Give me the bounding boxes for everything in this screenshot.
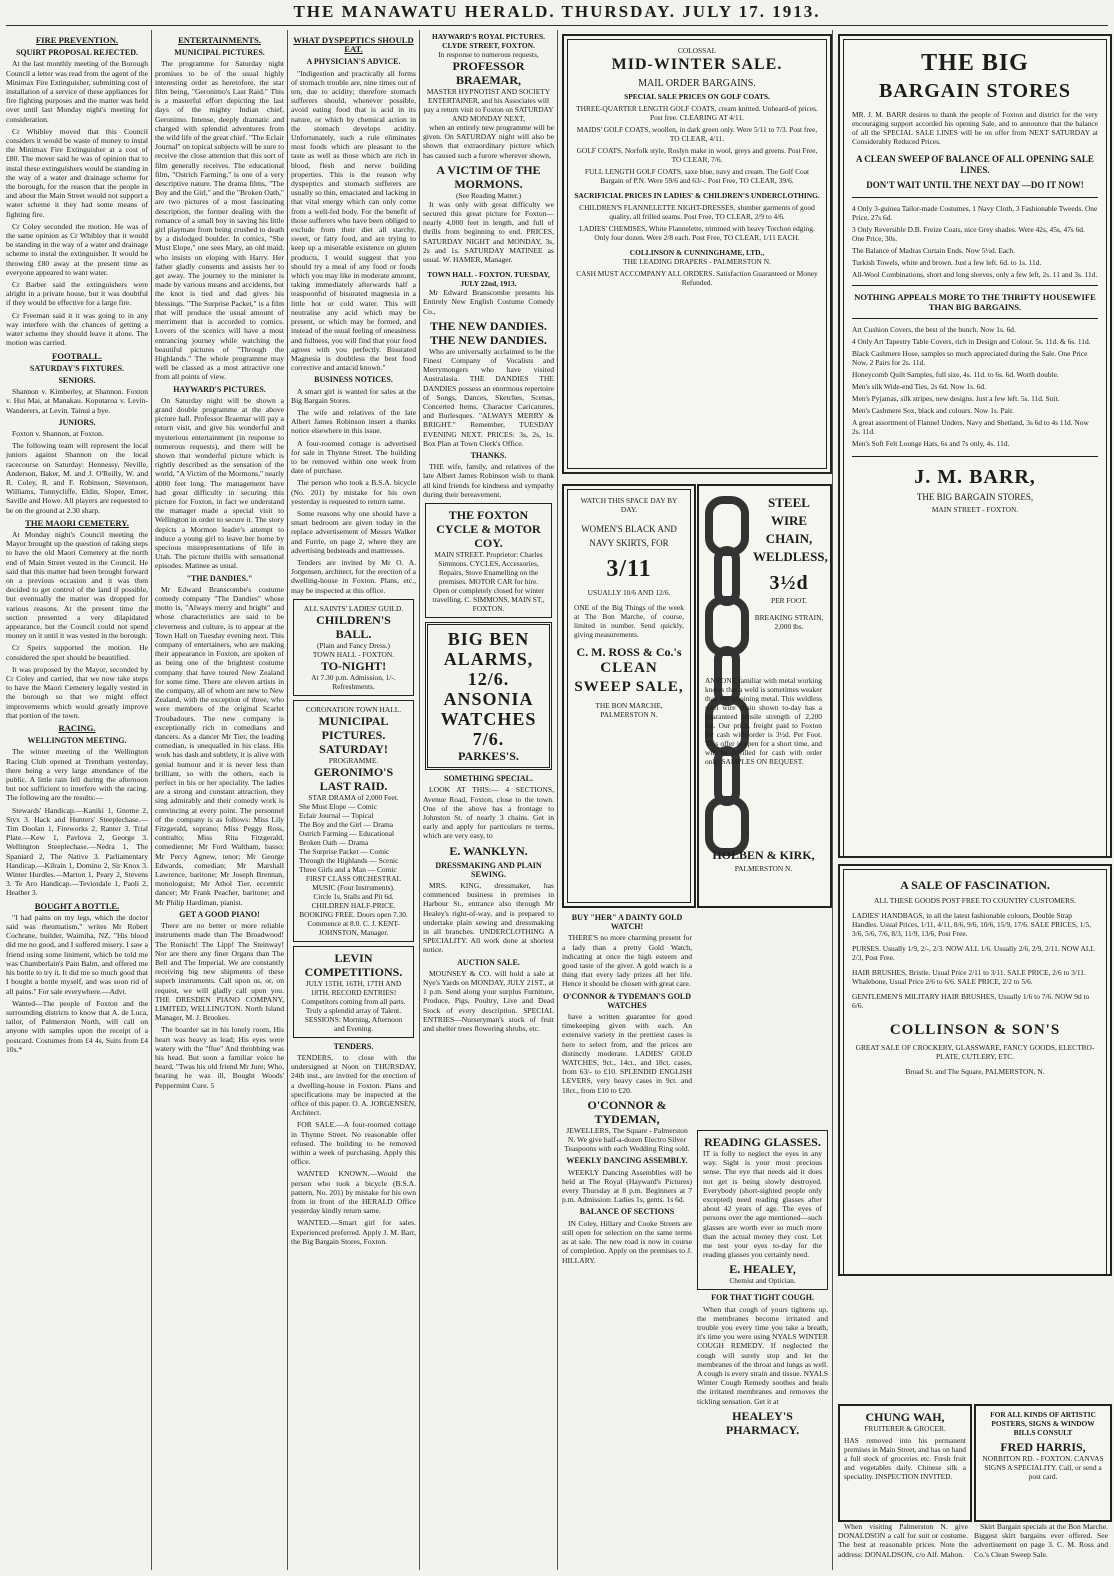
- ad-inner: [567, 489, 691, 903]
- ad-title: GERONIMO'S LAST RAID.: [313, 764, 394, 793]
- ad-item: All-Wool Combinations, short and long sleeves, only a few left, 2s. 11 and 3s. 11d.: [852, 270, 1098, 279]
- fred-harris-ad: [974, 1404, 1112, 1522]
- ad-body: MR. J. M. BARR desires to thank the people of Foxton and district for the very encouraging support accorded his opening Sale, and to announce that the balance of all the SPECIAL SALE LINES will be on offer from NEXT SATURDAY at Considerably Reduced Prices.: [852, 110, 1098, 146]
- article-subheading: JUNIORS.: [58, 417, 96, 427]
- fascination-sale-ad: [838, 864, 1112, 1276]
- article-paragraph: Mr Edward Branscombe's costume comedy company "The Dandies" whose motto is, "Always merry and bright" and whose characteristics are said to be cleverness and culture, is to appear at the Town Hall on Tuesday evening next. This company of entertainers, who are making their appearance in Foxton, are spoken of as being one of the brightest costume company that have toured New Zealand for some time. There are eleven artists in the company, all of whom are new to New Zealand, with the exception of three, who were members of the original Scarlet Troubadours. The new company is exceptionally rich in comedians and dancers. As a dancer Mr Tier, the leading comedian, is unequalled in his class. His work has dash and subtlety, it is alive with genial humour and it is never less than brilliant, so with the others, each is perfect in his or her speciality. The ladies are a strong and constant attraction, they sing admirably and their comedy work is convincing at every point. The personnel of the company is as follows: Miss Lily Fitzgerald, soprano; Miss Peggy Ross, contralto; Miss Rita Fitzgerald, comedienne; Mr Ford Waltham, basso; Mr Percy Agnew, tenor; Mr George Edwards, comedian; Mr Marshall Lawrence, baritone; Mr Joseph Brennan, monologuist; Mr Athol Tier, eccentric dancer; Mr Frank Peacher, baritone; and Mr Philip Hardiman, pianist.: [155, 584, 284, 907]
- ad-line: ALL THESE GOODS POST FREE TO COUNTRY CUSTOMERS.: [873, 896, 1077, 905]
- ad-item: LADIES' CHEMISES, White Flannelette, trimmed with heavy Torchon edging. Only four dozen. Were 2/8 each. Post Free, TO CLEAR, 1/11 EACH.: [579, 224, 815, 242]
- article-paragraph: "I had pains on my legs, which the doctor said was rheumatism," writes Mr Robert Cochrane, builder, Waimiha, NZ. "His blood did me no good, and I suffered misery. I saw a friend using some liniment, which he told me was Chamberlain's Pain Balm, and offered me his bottle to try it. It did me so much good that I bought a bottle myself, and was soon rid of all pains." For sale everywhere.—Advt.: [6, 912, 148, 996]
- notice-paragraph: When visiting Palmerston N. give DONALDSON a call for suit or costume. The best at reasonable prices. Note the address: DONALDSON, c/o Alf. Mahon.: [838, 1522, 968, 1559]
- ad-item: Men's Soft Felt Lounge Hats, 6s and 7s only, 4s. 11d.: [852, 439, 1010, 448]
- notice-paragraph: WANTED KNOWN.—Would the person who took a bicycle (B.S.A. pattern, No. 201) by mistake for his own from in front of the HERALD Office yesterday kindly return same.: [291, 1169, 416, 1216]
- ad-title: TO-NIGHT!: [320, 658, 387, 673]
- ad-line: TOWN HALL - FOXTON. TUESDAY, JULY 22nd, 1913.: [427, 270, 550, 289]
- film-item: Ostrich Farming — Educational: [299, 828, 395, 838]
- article-paragraph: IN Coley, Hillary and Cooke Streets are still open for selection on the same terms as at sale. The new road is now in course of completion. Apply on the premises to J. HILLARY.: [562, 1218, 692, 1265]
- film-item: The Boy and the Girl — Drama: [299, 819, 393, 829]
- article-subheading: THANKS.: [470, 451, 507, 461]
- bon-marche-skirts-ad: [562, 484, 696, 908]
- ad-line: HAYWARD'S ROYAL PICTURES. CLYDE STREET, FOXTON.: [431, 32, 545, 50]
- article-subheading: SATURDAY'S FIXTURES.: [29, 363, 125, 373]
- notice-paragraph: TENDERS, to close with the undersigned at Noon on THURSDAY, 24th inst., are invited for the erection of a dwelling-house in Foxton. Plans and specifications may be inspected at the office of this paper. O. A. JORGENSEN, Architect.: [291, 1052, 416, 1118]
- ad-item: THREE-QUARTER LENGTH GOLF COATS, cream knitted. Unheard-of prices. Post free. CLEARING AT 4/11.: [576, 104, 818, 122]
- ad-item: Men's silk Wide-end Ties, 2s 6d. Now 1s. 6d.: [852, 382, 986, 391]
- ad-title: O'CONNOR & TYDEMAN,: [587, 1097, 667, 1126]
- ad-title: C. M. ROSS & Co.'s: [576, 645, 682, 659]
- column-divider: [287, 30, 288, 1570]
- ad-title: CLEAN SWEEP SALE,: [574, 660, 684, 695]
- column-1: [6, 32, 148, 1568]
- notice-paragraph: Tenders are invited by Mr O. A. Jorgensen, architect, for the erection of a dwelling-house in Foxton. Plans, etc., may be inspected at this office.: [291, 557, 416, 595]
- ad-line: Circle 1s, Stalls and Pit 6d. CHILDREN HALF-PRICE. BOOKING FREE. Doors open 7.30. Commence at 8.0. C. J. KENT-JOHNSTON, Manager.: [299, 891, 408, 937]
- article-subheading: DRESSMAKING AND PLAIN SEWING.: [435, 860, 542, 879]
- midwinter-sale-ad: [562, 34, 832, 474]
- article-paragraph: Cr Barber said the extinguishers were alright in a private house, but it was doubtful if they would be effective for a large fire.: [6, 280, 148, 308]
- ad-line: STAR DRAMA of 2,000 Feet.: [308, 792, 399, 802]
- article-paragraph: Cr Whibley moved that this Council considers it would be waste of money to instal the Minimax Fire Extinguisher at a cost of £80. The mover said he was of opinion that to instal these extinguishers would be standing in the way of a water and drainage scheme for the borough, for the reason that the people in and about the Main Street would not support a water scheme it they had some means of fighting fire.: [6, 126, 148, 219]
- parkes-alarms-ad: [425, 622, 552, 770]
- ad-item: LADIES' HANDBAGS, in all the latest fashionable colours, Double Strap Handles. Usual Prices, 1/11, 4/11, 8/6, 9/6, 10/6, 15/9, 17/6. SALE PRICES, 1/5, 3/6, 5/6, 7/6, 8/3, 11/9, 13/6, Post Free.: [852, 911, 1092, 938]
- ad-title: HEALEY'S PHARMACY.: [725, 1408, 800, 1437]
- article-paragraph: It was proposed by the Mayor, seconded by Cr Coley and carried, that we now take steps to have the Maori Cemetery legally vested in the borough so that we might effect improvements which would greatly improve that portion of the town.: [6, 664, 148, 720]
- ad-title: THE FOXTON CYCLE & MOTOR COY.: [436, 508, 541, 551]
- ad-item: 3 Only Reversible D.B. Freize Coats, nice Grey shades. Were 42s, 45s, 47s 6d. One Price, 30s.: [852, 225, 1085, 243]
- ad-line: MAIL ORDER BARGAINS.: [638, 78, 756, 89]
- column-divider: [151, 30, 152, 1570]
- ad-item: 4 Only Art Tapestry Table Covers, rich in Design and Colour. 5s. 11d. & 6s. 11d.: [852, 337, 1091, 346]
- article-paragraph: Stewards' Handicap.—Kaniki 1, Gnome 2, Styx 3. Hack and Hunters' Steeplechase.—Tim Doolan 1, Fireworks 2, Ranter 3. Trial Plate.—Kew 1, Pavlova 2, George 3. Wellington Steeplechase.—Nedra 1, The Spaniard 2, The Native 3. Parliamentary Handicap.—Kilrain 1, Domino 2, Sir Knox 3. Winter Hurdles.—Marton 1, Peary 2, Stevens 3. Te Aro Handicap.—Teviotdale 1, Paoli 2, Heather 3.: [6, 805, 148, 898]
- article-paragraph: The following team will represent the local juniors against Shannon on the local racecourse on Saturday: Hennessy, Neville, Anderson, Baker, M. and J. O'Reilly, W. and R. Coley, R. and F. Robinson, Stevenson, Williams, Tunnycliffe, Eldin, Sloper, Emer, Saville and Howe. All players are requested to be on the ground at 2.30 sharp.: [6, 441, 148, 515]
- article-paragraph: have a written guarantee for good timekeeping given with each. An extensive variety in the prettiest cases is here to select from, and the prices are distinctly moderate. LADIES' GOLD WATCHES, 9ct., 14ct., and 18ct. cases, from 63/- to £10. SPLENDID ENGLISH LEVERS, very heavy cases in 9ct. and 18ct., from £10 to £20.: [562, 1012, 692, 1095]
- reading-glasses-ad: [697, 1130, 828, 1290]
- ad-line: JULY 15TH, 16TH, 17TH AND 18TH. RECORD ENTRIES! Competitors coming from all parts. Truly a splendid array of Talent. SESSIONS: Morning, Afternoon and Evening.: [301, 978, 406, 1033]
- ad-inner: [567, 39, 827, 469]
- film-item: Through the Highlands — Scenic: [299, 855, 399, 865]
- ad-inner: [843, 869, 1107, 1275]
- notice-paragraph: The person who took a B.S.A. bicycle (No. 201) by mistake for his own yesterday is requested to return same.: [291, 478, 416, 506]
- column-5-lower: [562, 910, 692, 1568]
- article-paragraph: THE wife, family, and relatives of the late Albert James Robinson wish to thank all kind friends for kindness and sympathy during their bereavement.: [423, 462, 554, 499]
- notice-paragraph: A four-roomed cottage is advertised for sale in Thynne Street. The building to be removed within one week from date of purchase.: [291, 438, 416, 476]
- ad-line: CORONATION TOWN HALL.: [305, 704, 402, 714]
- ad-line: PROGRAMME.: [328, 755, 379, 765]
- ad-item: PURSES. Usually 1/9, 2/-, 2/3. NOW ALL 1/6. Usually 2/6, 2/9, 2/11. NOW ALL 2/3, Post Free.: [852, 944, 1095, 962]
- ad-title: MUNICIPAL PICTURES. SATURDAY!: [318, 713, 389, 756]
- ad-line: COLOSSAL: [677, 46, 717, 55]
- childrens-ball-ad: [293, 599, 414, 696]
- ad-title: FRED HARRIS,: [1000, 1440, 1086, 1454]
- ad-item: FULL LENGTH GOLF COATS, saxe blue, navy and cream. The Golf Coat Bargain of P.N. Were 59/6 and 63/-. Post Free, TO CLEAR, 39/6.: [584, 167, 810, 185]
- masthead-rule: [6, 25, 1108, 26]
- article-subheading: FOR THAT TIGHT COUGH.: [711, 1293, 814, 1303]
- film-item: Eclair Journal — Topical: [299, 810, 374, 820]
- film-item: She Must Elope — Comic: [299, 801, 378, 811]
- ad-line: PER FOOT.: [771, 596, 807, 605]
- ad-title: LEVIN COMPETITIONS.: [304, 950, 403, 979]
- ad-item: Honeycomb Quilt Samples, full size, 4s. 11d. to 6s. 6d. Worth double.: [852, 370, 1059, 379]
- ad-price: 7/6.: [472, 729, 505, 750]
- notice-paragraph: Some reasons why one should have a smart bedroom are given today in the replace advertisement of Messrs Walker and Furrie, on page 2, where they are advertising bedsteads and mattresses.: [291, 508, 416, 555]
- notice-paragraph: MOUNSEY & CO. will hold a sale at Nye's Yards on MONDAY, JULY 21ST., at 1 p.m. Send along your surplus Furniture, Produce, Pigs, Poultry, Live and Dead Stock of every description. SPECIAL ENTRIES—Nurseryman's stock of fruit and shelter trees flowering shrubs, etc.: [423, 968, 554, 1033]
- ad-title: MID-WINTER SALE.: [611, 56, 783, 73]
- ad-line: FOR ALL KINDS OF ARTISTIC POSTERS, SIGNS & WINDOW BILLS CONSULT: [990, 1410, 1096, 1437]
- column-2: [155, 32, 284, 1568]
- municipal-pictures-ad: [293, 700, 414, 942]
- film-list: [299, 802, 408, 874]
- article-paragraph: Who are universally acclaimed to be the Finest Company of Vocalists and Merrymongers who have visited Australasia. THE DANDIES THE DANDIES possess an enormous repertoire of Songs, Dances, Sketches, Scenas, Concerted Items, Character Caricatures, and Burlesques. "ALWAYS MERRY & BRIGHT." Remember, TUESDAY EVENING NEXT. PRICES: 3s, 2s, 1s. Box Plan at Town Clerk's Office.: [423, 346, 554, 448]
- article-paragraph: THERE'S no more charming present for a lady than a pretty Gold Watch, indicating at once the high esteem and good taste of the giver. A gold watch is a thing that every lady prizes all her life. Hence it should be chosen with great care.: [562, 933, 692, 989]
- article-subheading: SOMETHING SPECIAL.: [444, 774, 533, 784]
- big-bargain-stores-ad: [838, 34, 1112, 858]
- ad-title: E. HEALEY,: [729, 1262, 796, 1277]
- article-subheading: HAYWARD'S PICTURES.: [173, 384, 266, 394]
- article-heading: FIRE PREVENTION.: [35, 35, 119, 45]
- steel-chain-ad: [697, 484, 832, 908]
- article-subheading: BUY "HER" A DAINTY GOLD WATCH!: [571, 913, 683, 932]
- ad-title: ANSONIA WATCHES: [440, 689, 537, 730]
- cycle-motor-ad: [425, 503, 552, 618]
- column-3: [291, 32, 416, 1568]
- ad-title: BARGAIN STORES: [878, 80, 1072, 102]
- ad-line: CASH MUST ACCOMPANY ALL ORDERS. Satisfaction Guaranteed or Money Refunded.: [576, 269, 818, 287]
- ad-item: Men's Cashmere Sox, black and colours. Now 1s. Pair.: [852, 406, 1014, 415]
- ad-title: THE BIG: [921, 50, 1029, 76]
- article-paragraph: Cr Coley seconded the motion. He was of the same opinion as Cr Whibley that it would be standing in the way of a water and drainage scheme to instal the extinguisher. It would be throwing £80 away at the present time as everyone appeared to want water.: [6, 221, 148, 277]
- ad-item: Art Cushion Covers, the best of the bunch. Now 1s. 6d.: [852, 325, 1016, 334]
- ad-title: A SALE OF FASCINATION.: [900, 878, 1050, 892]
- notice-paragraph: MRS. KING, dressmaker, has commenced business in premises in Harbour St., entrance also through Mr Healey's right-of-way, and is prepared to undertake plain sewing and dressmaking in all branches. UNDERCLOTHING A SPECIALITY. All work done at shortest notice.: [423, 880, 554, 955]
- ad-line: SACRIFICIAL PRICES IN LADIES' & CHILDREN'S UNDERCLOTHING.: [574, 191, 820, 200]
- article-subheading: SQUIRT PROPOSAL REJECTED.: [15, 48, 139, 58]
- article-paragraph: The boarder sat in his lonely room, His heart was heavy as lead; His eyes were watery with the "flue" And throbbing was his head. But soon a familiar voice he heard, "Twas his old friend Mr Jure; Who, hearing he was ill, Bought Woods' Peppermint Cure. 5: [155, 1025, 284, 1090]
- article-paragraph: WEEKLY Dancing Assemblies will be held at The Royal (Hayward's Pictures) every Thursday at 8 p.m. Beginners at 7 p.m. Admission: Ladies 1s, gents. 1s 6d.: [562, 1167, 692, 1205]
- ad-title: E. WANKLYN.: [449, 843, 528, 858]
- ad-title: PROFESSOR BRAEMAR,: [452, 59, 525, 87]
- ad-title: COLLINSON & SON'S: [889, 1022, 1061, 1038]
- ad-price: 3½d: [769, 572, 809, 594]
- article-paragraph: The winter meeting of the Wellington Racing Club opened at Trentham yesterday, there being a very large attendance of the public. A little rain fell during the afternoon but not sufficient to interfere with the racing. The following are the results:—: [6, 747, 148, 803]
- donaldson-notice: [838, 1522, 968, 1568]
- ad-title: PARKES'S.: [458, 749, 519, 764]
- article-paragraph: when an entirely new programme will be given. On SATURDAY night will also be shown that extraordinary picture which has caused such a furore wherever shown,: [423, 123, 554, 160]
- article-paragraph: Cr Freeman said it it was going to in any way interfere with the chances of getting a water scheme they should leave it alone. The motion was carried.: [6, 310, 148, 348]
- ad-item: CHILDREN'S FLANNELETTE NIGHT-DRESSES, slumber garments of good quality, all frilled seams. Post Free, TO CLEAR, 2/9 to 4/6.: [579, 203, 815, 221]
- article-paragraph: Wanted—The people of Foxton and the surrounding districts to know that A. de Luca, tailor, of Palmerston North, will call on anyone with samples upon the receipt of a postcard. Costumes from £4 4s, Suits from £4 10s.*: [6, 998, 148, 1054]
- ad-title: STEEL WIRE CHAIN, WELDLESS,: [753, 495, 828, 564]
- article-paragraph: The programme for Saturday night promises to be of the usual highly interesting order as heretofore, the star film being, "Geronimo's Last Raid." This is a masterful effort depicting the last days of the mighty Indian chief, Geronimo. Intense, deeply dramatic and charged with splendid adventures from the wild life of the great chief. "The Eclair Journal" on topical subjects will be sure to receive the close attention that this sort of film generally receives. The educational film, "Ostrich Farming," is one of a very descriptive nature. The drama films, "The Boy and the Girl," and the "Broken Oath," are two pictures of a most fascinating description, the former dealing with the romance of a small boy in saving his little girl playmate from being crushed to death by a dislodged boulder. In comics, "She Must Elope," one sees Mary, an old maid, who insists on eloping with Harry. Her father gladly consents and assists her to get away. The journey to the minister is made by various means and accidents, but the knot is tied and dad gives his blessings. "The Surprise Packet," is a film that will produce the usual amount of merriment that is accorded to comics. Lovers of the scenics will have a most entrancing journey while watching the beautiful pictures of "Through the Highlands." The whole programme may well be classed as a most attractive one from all points of view.: [155, 59, 284, 382]
- column-divider: [419, 30, 420, 1570]
- ad-line: USUALLY 10/6 AND 12/6.: [587, 588, 671, 597]
- ad-line: JEWELLERS, The Square - Palmerston N. We give half-a-dozen Electro Silver Teaspoons with each Wedding Ring sold.: [564, 1125, 690, 1154]
- ad-item: A great assortment of Flannel Unders, Navy and Shetland, 3s 6d to 4s 11d. Now 2s. 11d.: [852, 418, 1089, 436]
- ad-line: WOMEN'S BLACK AND NAVY SKIRTS, FOR: [581, 524, 677, 548]
- notice-paragraph: The wife and relatives of the late Albert James Robinson insert a thanks notice elsewhere in this issue.: [291, 407, 416, 436]
- notice-paragraph: FOR SALE.—A four-roomed cottage in Thynne Street. No reasonable offer refused. The building to be removed within a week of purchasing. Apply this office.: [291, 1120, 416, 1167]
- ad-line: ONE of the Big Things of the week at The Bon Marche, of course, limited in number. Send quickly, giving measurements.: [574, 603, 684, 639]
- film-item: Broken Oath — Drama: [299, 837, 369, 847]
- ad-line: FIRST CLASS ORCHESTRAL MUSIC (Four Instruments).: [305, 873, 402, 892]
- article-heading: THE MAORI CEMETERY.: [25, 517, 129, 528]
- ad-line: THE LEADING DRAPERS - PALMERSTON N.: [623, 257, 771, 266]
- article-paragraph: There are no better or more reliable instruments made than The Broadwood! The Ronisch! The Lipp! The Steinway! Nor are there any finer Organs than The Bell and The Imperial. We are constantly receiving big new shipments of these superb instruments. Call upon us, or, on request, we will gladly call upon you. THE DRESDEN PIANO COMPANY, LIMITED, WELLINGTON. North Island Manager, M. J. Brookes.: [155, 921, 284, 1023]
- ad-line: PALMERSTON N.: [734, 864, 793, 873]
- article-subheading: MUNICIPAL PICTURES.: [174, 48, 265, 58]
- ad-line: MASTER HYPNOTIST AND SOCIETY ENTERTAINER, and his Associates will pay a return visit to Foxton on SATURDAY AND MONDAY NEXT,: [423, 87, 554, 123]
- article-subheading: O'CONNOR & TYDEMAN'S GOLD WATCHES: [562, 991, 692, 1010]
- article-paragraph: Foxton v. Shannon, at Foxton.: [12, 428, 104, 438]
- ad-line: NORBITON RD. - FOXTON. CANVAS SIGNS A SPECIALITY. Call, or send a post card.: [982, 1454, 1104, 1481]
- ad-line: (Plain and Fancy Dress.): [316, 640, 391, 650]
- ad-item: Turkish Towels, white and brown. Just a few left. 6d. to 1s. 11d.: [852, 258, 1042, 267]
- ad-title: J. M. BARR,: [914, 466, 1036, 488]
- ad-line: A CLEAN SWEEP OF BALANCE OF ALL OPENING SALE LINES.: [856, 154, 1094, 175]
- notice-paragraph: LOOK AT THIS:— 4 SECTIONS, Avenue Road, Foxton, close to the town. One of the above has a frontage to Johnston St. of nearly 3 chains. Get in early and apply for particulars re terms, which are very easy, to: [423, 785, 554, 841]
- article-paragraph: It was only with great difficulty we secured this great picture for Foxton—nearly 4,000 feet in length, and full of thrills from beginning to end. PRICES, SATURDAY NIGHT and MONDAY, 3s, 2s and 1s. SATURDAY MATINEE as usual. W. HAMER, Manager.: [423, 199, 554, 265]
- article-heading: BOUGHT A BOTTLE.: [34, 900, 120, 911]
- ad-item: GENTLEMEN'S MILITARY HAIR BRUSHES, Usually 1/6 to 7/6. NOW 9d to 6/6.: [852, 992, 1090, 1010]
- film-item: Three Girls and a Man — Comic: [299, 864, 397, 874]
- ad-line: Chemist and Optician.: [729, 1276, 796, 1286]
- article-paragraph: At Monday night's Council meeting the Mayor brought up the question of taking steps to have the old Maori Cemetery at the north end of Main Street vested in the Council. He said that this matter had been brought forward on a previous occasion and it was then decided to get control of the land if possible, but eventually the matter was dropped for various reasons. At the present time the section presented a very dilapidated appearance, but the Council could not spend money on it until it was vested in the borough.: [6, 529, 148, 641]
- ad-item: HAIR BRUSHES, Bristle. Usual Price 2/11 to 3/11. SALE PRICE, 2/6 to 3/11. Whalebone, Usual Price 2/6 to 6/6. SALE PRICE, 2/2 to 5/6.: [852, 968, 1086, 986]
- article-subheading: WEEKLY DANCING ASSEMBLY.: [566, 1156, 688, 1166]
- article-subheading: TENDERS.: [333, 1041, 374, 1051]
- ad-title: CHILDREN'S BALL.: [316, 612, 391, 641]
- ad-price: 3/11: [606, 556, 652, 582]
- ad-title: THE NEW DANDIES. THE NEW DANDIES.: [430, 318, 547, 347]
- ad-item: GOLF COATS, Norfolk style, Roslyn make in wool, greys and greens. Post Free, TO CLEAR, 7/6.: [576, 146, 818, 164]
- article-heading: WHAT DYSPEPTICS SHOULD EAT.: [293, 35, 414, 55]
- article-subheading: A PHYSICIAN'S ADVICE.: [306, 57, 401, 67]
- ad-line: At 7.30 p.m. Admission, 1/-. Refreshments.: [311, 672, 396, 691]
- chain-text: [753, 494, 828, 631]
- ad-line: In response to numerous requests,: [438, 50, 539, 59]
- article-subheading: GET A GOOD PIANO!: [179, 909, 260, 919]
- notice-paragraph: WANTED.—Smart girl for sales. Experienced preferred. Apply J. M. Barr, the Big Bargain Stores, Foxton.: [291, 1218, 416, 1246]
- ad-line: THE BIG BARGAIN STORES,: [916, 492, 1034, 502]
- ad-line: ALL SAINTS' LADIES' GUILD.: [303, 603, 404, 613]
- article-subheading: "THE DANDIES.": [186, 573, 253, 583]
- article-subheading: BALANCE OF SECTIONS: [579, 1207, 675, 1217]
- levin-competitions-ad: [293, 946, 414, 1038]
- article-subheading: AUCTION SALE.: [457, 957, 520, 967]
- ad-price: 12/6.: [467, 669, 510, 690]
- ad-line: COLLINSON & CUNNINGHAME, LTD.,: [629, 248, 765, 257]
- ad-item: Men's Pyjamas, silk stripes, new designs. Just a few left. 5s. 11d. Suit.: [852, 394, 1060, 403]
- ad-body: ANYONE familiar with metal working knows that a weld is sometimes weaker than the adjoining metal. This weldless steel wire chain shown to-day has a guaranteed tensile strength of 2,200 lbs. Our price, freight paid to Foxton for cash with order is 3½d. Per Foot. This offer is open for a short time, and will be fulfilled for cash with order only. SAMPLES ON REQUEST.: [705, 676, 822, 766]
- ad-line: GREAT SALE OF CROCKERY, GLASSWARE, FANCY GOODS, ELECTRO-PLATE, CUTLERY, ETC.: [855, 1043, 1095, 1061]
- article-paragraph: Shannon v. Kimberley, at Shannon. Foxton v. Hui Mai, at Manakau. Koputaroa v. Levin-Wanderers, at Levin. Tainui a bye.: [6, 387, 148, 415]
- article-heading: FOOTBALL.: [52, 350, 102, 361]
- ad-line: DON'T WAIT UNTIL THE NEXT DAY —DO IT NOW!: [866, 180, 1084, 190]
- article-paragraph: When that cough of yours tightens up, the membranes become irritated and trouble you every time you take a breath, it's time you were using NYALS WINTER COUGH REMEDY. If neglected the cough will surely stop and let the membranes of the throat and lungs as well. A cough is every strain and tissue. NYALS Winter Cough Remedy soothes and heals the irritated membranes and removes the tickling sensation. Get it at: [697, 1304, 828, 1406]
- skirt-notice: [974, 1522, 1108, 1568]
- ad-item: 4 Only 3-guinea Tailor-made Costumes, 1 Navy Cloth, 3 Fashionable Tweeds. One Price, 27s 6d.: [852, 204, 1098, 222]
- ad-line: WATCH THIS SPACE DAY BY DAY.: [580, 496, 678, 514]
- ad-title: READING GLASSES.: [704, 1135, 821, 1149]
- film-item: The Surprise Packet — Comic: [299, 846, 390, 856]
- healey-column: [697, 1130, 828, 1568]
- ad-title: HOLBEN & KIRK,: [712, 848, 815, 862]
- chung-wah-ad: [838, 1404, 972, 1522]
- ad-line: (See Reading Matter.): [455, 190, 522, 200]
- ad-item: Black Cashmere Hose, samples so much appreciated during the Sale. One Price Now, 2 Pairs for 2s. 11d.: [852, 349, 1088, 367]
- column-divider: [832, 30, 833, 1570]
- article-subheading: SENIORS.: [58, 375, 96, 385]
- article-paragraph: Mr Edward Branscombe presents his Entirely New English Costume Comedy Co.,: [423, 288, 554, 316]
- ad-item: The Balance of Madras Curtain Ends. Now 5½d. Each.: [852, 246, 1015, 255]
- masthead: THE MANAWATU HERALD. THURSDAY. JULY 17. 1913.: [293, 2, 821, 21]
- column-4: [423, 32, 554, 1568]
- ad-line: THE BON MARCHE, PALMERSTON N.: [595, 701, 663, 719]
- article-heading: RACING.: [58, 723, 96, 734]
- ad-line: SPECIAL SALE PRICES ON GOLF COATS.: [624, 92, 770, 101]
- ad-inner: [843, 39, 1107, 857]
- column-divider: [557, 30, 558, 1570]
- ad-line: BREAKING STRAIN, 2,000 lbs.: [754, 613, 824, 631]
- article-paragraph: Cr Speirs supported the motion. He considered the spot should be beautified.: [6, 643, 148, 662]
- ad-line: FRUITERER & GROCER.: [864, 1424, 946, 1433]
- notice-paragraph: A smart girl is wanted for sales at the Big Bargain Stores.: [291, 386, 416, 405]
- ad-title: BIG BEN ALARMS,: [443, 629, 534, 670]
- article-paragraph: On Saturday night will be shown a grand double programme at the above picture hall. Professor Braemar will pay a return visit, and give his wonderful and mysterious entertainment (in response to numerous requests), and there will be shown that wonderful picture which is rightly described as the sensation of the world, "A Victim of the Mormons," nearly 4000 feet long. The management have had great difficulty in securing this picture for Foxton, in fact we understand the manager made a special visit to Wellington in order to secure it. The story depicts a Mormon leader's attempt to induce a young girl to leave her home by specious misrepresentations of life in Utah. The picture thrills with sensational episodes. Matinee as usual.: [155, 395, 284, 571]
- ad-item: MAIDS' GOLF COATS, woollen, in dark green only. Were 5/11 to 7/3. Post free, TO CLEAR, 4/11.: [576, 125, 818, 143]
- ad-line: MAIN STREET. Proprietor: Charles Simmons. CYCLES, Accessories, Repairs, Stove Enamelling on the premises. MOTOR CAR for hire. Open or completely closed for winter travelling. C. SIMMONS, MAIN ST., FOXTON.: [432, 550, 545, 614]
- notice-paragraph: Skirt Bargain specials at the Bon Marche. Biggest skirt bargains ever offered. See advertisement on page 3. C. M. Ross and Co.'s Clean Sweep Sale.: [974, 1522, 1108, 1559]
- ad-line: TOWN HALL - FOXTON.: [312, 649, 395, 659]
- ad-line: NOTHING APPEALS MORE TO THE THRIFTY HOUSEWIFE THAN BIG BARGAINS.: [854, 292, 1096, 312]
- article-heading: ENTERTAINMENTS.: [178, 35, 261, 45]
- article-subheading: WELLINGTON MEETING.: [27, 736, 127, 746]
- ad-title: CHUNG WAH,: [865, 1410, 945, 1424]
- article-paragraph: "Indigestion and practically all forms of stomach trouble are, nine times out of ten, due to acidity; therefore stomach sufferers should, whenever possible, avoid eating food that is acid in its nature, or which by chemical action in the stomach develops acidity. Unfortunately, such a rule eliminates most foods which are pleasant to the taste as well as those which are rich in blood, flesh and nerve building properties. This is the reason why dyspeptics and stomach sufferers are usually so thin, emaciated and lacking in that vital energy which can only come from a well-fed body. For the benefit of those sufferers who have been obliged to exclude from their diet all starchy, sweet, or fatty food, and are trying to keep up a miserable existence on gluten products, I would suggest that you should try a meal of any food or foods which you may like in moderate amount, taking immediately afterwards half a teaspoonful of bisurated magnesia in a little hot or cold water. This will neutralise any acid which may be present, or which may be formed, and instead of the usual feeling of uneasiness and fullness, you will find that your food agrees with you perfectly. Bisurated Magnesia is doubtless the best food corrective and antacid known.": [291, 68, 416, 373]
- ad-body: IT is folly to neglect the eyes in any way. Sight is your most precious sense. The eye that needs aid it does not get is being slowly destroyed. Everybody (short-sighted people only excepted) need reading glasses after about 42 years of age. The eyes of persons over the age mentioned—such glasses are worth ever so much more than the actual money they cost. Let me test your eyes to-day for the reading glasses you certainly need.: [703, 1149, 822, 1260]
- ad-line: MAIN STREET - FOXTON.: [931, 505, 1019, 514]
- article-subheading: BUSINESS NOTICES.: [314, 375, 393, 385]
- ad-line: Broad St. and The Square, PALMERSTON, N.: [905, 1067, 1045, 1076]
- ad-body: HAS removed into his permanent premises in Main Street, and has on hand a full stock of groceries etc. Fresh fruit and vegetables daily. Chinese silk a speciality. INSPECTION INVITED.: [844, 1436, 966, 1481]
- article-paragraph: At the last monthly meeting of the Borough Council a letter was read from the agent of the Minimax Fire Extinguisher, submitting cost of installation of a service of these appliances for fire fighting purposes and the matter was held over until last Monday night's meeting for consideration.: [6, 59, 148, 124]
- ad-title: A VICTIM OF THE MORMONS.: [436, 162, 541, 191]
